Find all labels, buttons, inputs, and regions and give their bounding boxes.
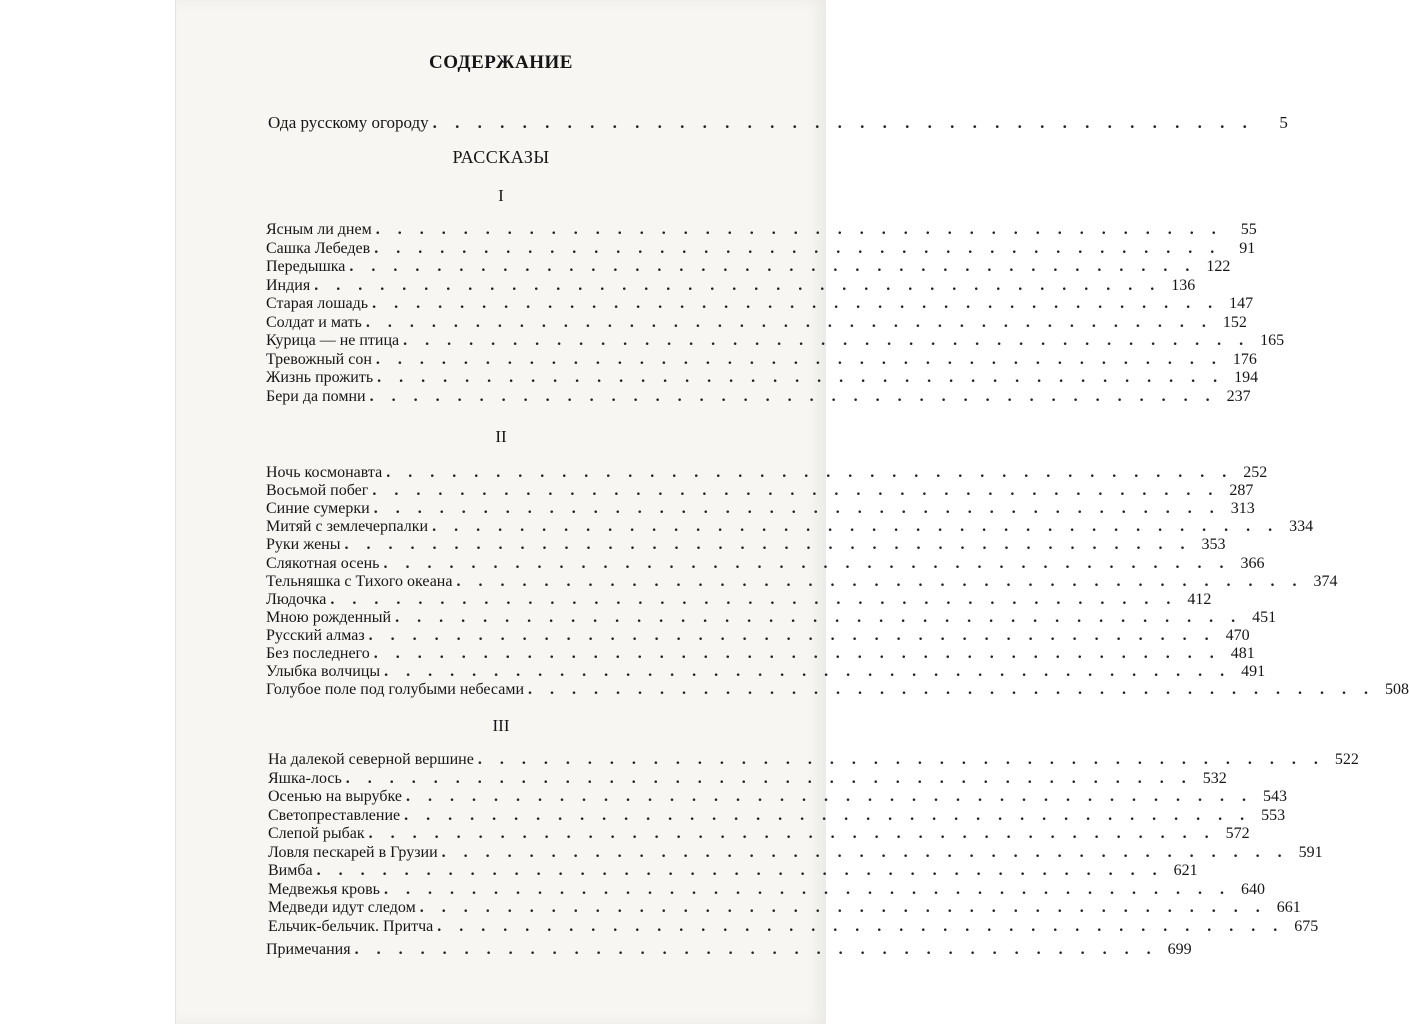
entry-page: 508	[1385, 681, 1409, 699]
leader-dots: . . . . . . . . . . . . . . . . . . . . . . . . . . . . . . . . . . . . . . .	[528, 681, 1376, 699]
leader-dots: . . . . . . . . . . . . . . . . . . . . . . . . . . . . . . . . . . . . .	[432, 113, 1254, 132]
entry-title: Восьмой побег	[266, 482, 369, 500]
entry-page: 176	[1232, 350, 1257, 368]
entry-title: Тревожный сон	[266, 350, 372, 368]
entry-title: Курица — не птица	[266, 332, 400, 349]
entry-page: 334	[1289, 518, 1314, 536]
entry-title: На далекой северной вершине	[268, 751, 474, 768]
leader-dots: . . . . . . . . . . . . . . . . . . . . . . . . . . . . . . . . . . . . . . .	[386, 464, 1234, 481]
entry-page: 374	[1313, 572, 1338, 590]
entry-page: 252	[1243, 464, 1268, 481]
entry-title: Сашка Лебедев	[266, 239, 371, 257]
toc-entry	[266, 276, 1196, 295]
entry-page: 481	[1230, 645, 1255, 662]
leader-dots: . . . . . . . . . . . . . . . . . . . . . . . . . . . . . . . . . . . . . . .	[374, 239, 1222, 257]
entry-page: 661	[1276, 899, 1301, 916]
toc-entry	[266, 220, 1257, 239]
toc-entry	[266, 662, 1266, 681]
entry-title: Старая лошадь	[266, 295, 369, 312]
leader-dots: . . . . . . . . . . . . . . . . . . . . . . . . . . . . . . . . . . . . . . .	[383, 880, 1231, 898]
entry-page: 91	[1239, 239, 1256, 257]
toc-entry	[266, 572, 1338, 591]
leader-dots: . . . . . . . . . . . . . . . . . . . . . . . . . . . . . . . . . . . . . . .	[372, 295, 1220, 312]
toc-entry	[268, 750, 1359, 769]
toc-entry	[268, 113, 1288, 132]
entry-title: Без последнего	[266, 645, 370, 662]
toc-entry	[266, 350, 1257, 369]
part-numeral: II	[495, 427, 507, 446]
leader-dots: . . . . . . . . . . . . . . . . . . . . . . . . . . . . . . . . . . . . . . .	[377, 369, 1225, 386]
entry-page: 5	[1279, 113, 1288, 132]
entry-title: Медведи идут следом	[268, 899, 416, 916]
leader-dots: . . . . . . . . . . . . . . . . . . . . . . . . . . . . . . . . . . . . . . .	[365, 313, 1213, 331]
entry-page: 675	[1294, 917, 1319, 935]
toc-entry-notes	[266, 940, 1192, 959]
entry-page: 470	[1225, 626, 1250, 644]
entry-page: 543	[1262, 788, 1287, 805]
toc-entry	[266, 331, 1285, 350]
leader-dots: . . . . . . . . . . . . . . . . . . . . . . . . . . . . . . . . . . . . . . .	[344, 536, 1192, 554]
entry-title: Тельняшка с Тихого океана	[266, 572, 453, 590]
toc-entry	[266, 644, 1255, 663]
toc-entry	[268, 880, 1265, 899]
entry-page: 152	[1222, 313, 1247, 331]
page-title: СОДЕРЖАНИЕ	[429, 52, 573, 73]
entry-page: 147	[1229, 295, 1254, 312]
entry-title: Ловля пескарей в Грузии	[268, 843, 438, 861]
leader-dots: . . . . . . . . . . . . . . . . . . . . . . . . . . . . . . . . . . . . . . .	[419, 899, 1267, 916]
entry-page: 353	[1201, 536, 1226, 554]
toc-entry	[266, 368, 1259, 387]
entry-title: Солдат и мать	[266, 313, 362, 331]
entry-page: 532	[1202, 769, 1227, 787]
toc-entry	[268, 917, 1319, 936]
entry-page: 136	[1171, 276, 1196, 294]
entry-title: Руки жены	[266, 536, 341, 554]
part-numeral: III	[492, 716, 510, 735]
toc-entry	[266, 463, 1268, 482]
leader-dots: . . . . . . . . . . . . . . . . . . . . . . . . . . . . . . . . . . . . . . .	[405, 788, 1253, 805]
toc-entry	[266, 608, 1277, 627]
leader-dots: . . . . . . . . . . . . . . . . . . . . . . . . . . . . . . . . . . . . . . .	[375, 221, 1223, 238]
entry-title: Светопреставление	[268, 806, 401, 824]
entry-title: Людочка	[266, 590, 327, 608]
toc-entry	[266, 499, 1255, 518]
toc-entry	[268, 861, 1198, 880]
entry-page: 165	[1260, 332, 1285, 349]
entry-title: Русский алмаз	[266, 626, 365, 644]
leader-dots: . . . . . . . . . . . . . . . . . . . . . . . . . . . . . . . . . . . . . . .	[384, 663, 1232, 681]
entry-title: Ельчик-бельчик. Притча	[268, 917, 434, 935]
leader-dots: . . . . . . . . . . . . . . . . . . . . . . . . . . . . . . . . . . . . . . .	[383, 554, 1231, 572]
leader-dots: . . . . . . . . . . . . . . . . . . . . . . . . . . . . . . . . . . . . . . .	[404, 806, 1252, 824]
toc-entry	[266, 626, 1250, 645]
entry-title: Вимба	[268, 862, 313, 879]
entry-page: 237	[1226, 387, 1251, 405]
toc-entry	[266, 481, 1254, 500]
entry-title: Осенью на вырубке	[268, 788, 402, 805]
entry-title: Ясным ли днем	[266, 221, 372, 238]
toc-entry	[266, 294, 1254, 313]
entry-page: 572	[1225, 825, 1250, 842]
entry-page: 591	[1298, 843, 1323, 861]
entry-title: Синие сумерки	[266, 500, 370, 518]
leader-dots: . . . . . . . . . . . . . . . . . . . . . . . . . . . . . . . . . . . . . . .	[368, 626, 1216, 644]
entry-title: Бери да помни	[266, 387, 366, 405]
entry-title: Слякотная осень	[266, 554, 380, 572]
toc-entry	[266, 239, 1256, 258]
entry-page: 366	[1240, 554, 1265, 572]
toc-entry	[268, 898, 1301, 917]
entry-title: Передышка	[266, 258, 346, 275]
leader-dots: . . . . . . . . . . . . . . . . . . . . . . . . . . . . . . . . . . . . . . .	[372, 482, 1220, 500]
leader-dots: . . . . . . . . . . . . . . . . . . . . . . . . . . . . . . . . . . . . . . .	[368, 825, 1216, 842]
toc-entry	[266, 257, 1231, 276]
entry-page: 412	[1187, 590, 1212, 608]
entry-title: Улыбка волчицы	[266, 663, 381, 681]
leader-dots: . . . . . . . . . . . . . . . . . . . . . . . . . . . . . . . . . . . . . . .	[437, 917, 1285, 935]
toc-entry	[266, 680, 1409, 699]
entry-title: Митяй с землечерпалки	[266, 518, 429, 536]
leader-dots: . . . . . . . . . . . . . . . . . . . . . . . . . . . . . . . . . . . . . . .	[403, 332, 1251, 349]
entry-title: Индия	[266, 276, 311, 294]
toc-entry	[266, 535, 1226, 554]
entry-title: Ода русскому огороду	[268, 113, 429, 132]
entry-title: Яшка-лось	[268, 769, 342, 787]
book-page	[175, 0, 1409, 1024]
entry-title: Примечания	[266, 941, 351, 958]
leader-dots: . . . . . . . . . . . . . . . . . . . . . . . . . . . . . . . . . . . . . . .	[395, 608, 1243, 626]
toc-entry	[268, 787, 1287, 806]
leader-dots: . . . . . . . . . . . . . . . . . . . . . . . . . . . . . . . . . . . . . . .	[373, 500, 1221, 518]
entry-title: Медвежья кровь	[268, 880, 380, 898]
leader-dots: . . . . . . . . . . . . . . . . . . . . . . . . . . . . . . . . . . . . . . .	[314, 276, 1162, 294]
leader-dots: . . . . . . . . . . . . . . . . . . . . . . . . . . . . . . . . . . . . .	[354, 941, 1158, 958]
entry-page: 122	[1206, 258, 1231, 275]
toc-entry	[268, 824, 1250, 843]
entry-page: 522	[1334, 751, 1359, 768]
toc-entry	[268, 806, 1286, 825]
leader-dots: . . . . . . . . . . . . . . . . . . . . . . . . . . . . . . . . . . . . . . .	[369, 387, 1217, 405]
entry-page: 287	[1229, 482, 1254, 500]
leader-dots: . . . . . . . . . . . . . . . . . . . . . . . . . . . . . . . . . . . . . . .	[316, 862, 1164, 879]
entry-page: 640	[1240, 880, 1265, 898]
toc-entry	[266, 590, 1212, 609]
toc-entry	[266, 313, 1247, 332]
entry-page: 621	[1173, 862, 1198, 879]
entry-title: Мною рожденный	[266, 608, 392, 626]
toc-entry	[266, 517, 1314, 536]
toc-entry	[268, 843, 1323, 862]
leader-dots: . . . . . . . . . . . . . . . . . . . . . . . . . . . . . . . . . . . . . . .	[456, 572, 1304, 590]
entry-title: Слепой рыбак	[268, 825, 365, 842]
leader-dots: . . . . . . . . . . . . . . . . . . . . . . . . . . . . . . . . . . . . . . .	[375, 350, 1223, 368]
entry-page: 55	[1240, 221, 1257, 238]
entry-title: Ночь космонавта	[266, 464, 383, 481]
leader-dots: . . . . . . . . . . . . . . . . . . . . . . . . . . . . . . . . . . . . . . .	[345, 769, 1193, 787]
toc-entry	[266, 554, 1265, 573]
entry-page: 313	[1230, 500, 1255, 518]
leader-dots: . . . . . . . . . . . . . . . . . . . . . . . . . . . . . . . . . . . . . . .	[349, 258, 1197, 275]
entry-page: 491	[1241, 663, 1266, 681]
entry-title: Жизнь прожить	[266, 369, 374, 386]
entry-page: 451	[1252, 608, 1277, 626]
leader-dots: . . . . . . . . . . . . . . . . . . . . . . . . . . . . . . . . . . . . . . .	[330, 590, 1178, 608]
leader-dots: . . . . . . . . . . . . . . . . . . . . . . . . . . . . . . . . . . . . . . .	[477, 751, 1325, 768]
toc-entry	[268, 769, 1227, 788]
section-title: РАССКАЗЫ	[452, 147, 550, 167]
entry-page: 553	[1261, 806, 1286, 824]
leader-dots: . . . . . . . . . . . . . . . . . . . . . . . . . . . . . . . . . . . . . . .	[373, 645, 1221, 662]
leader-dots: . . . . . . . . . . . . . . . . . . . . . . . . . . . . . . . . . . . . . . .	[432, 518, 1280, 536]
entry-page: 194	[1234, 369, 1259, 386]
entry-page: 699	[1167, 941, 1192, 958]
toc-entry	[266, 387, 1251, 406]
part-numeral: I	[498, 186, 504, 205]
leader-dots: . . . . . . . . . . . . . . . . . . . . . . . . . . . . . . . . . . . . . . .	[441, 843, 1289, 861]
entry-title: Голубое поле под голубыми небесами	[266, 681, 525, 699]
